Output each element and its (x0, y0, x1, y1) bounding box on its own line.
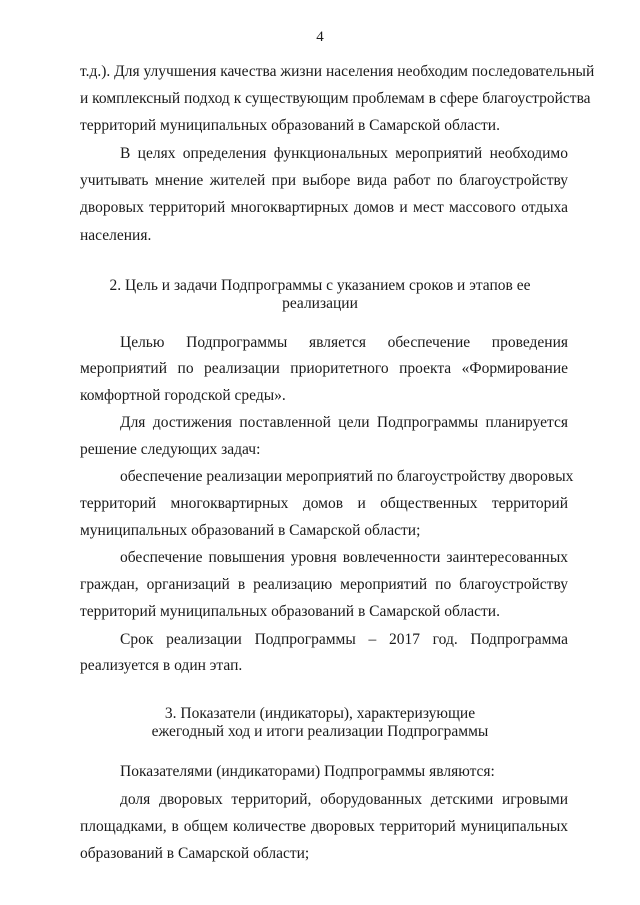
section-heading: ежегодный ход и итоги реализации Подпрограммы (151, 723, 489, 740)
body-text-line: территорий муниципальных образований в Самарской области. (80, 117, 500, 134)
body-text-line: Для достижения поставленной цели Подпрограммы планируется (120, 414, 568, 431)
body-text-line: доля дворовых территорий, оборудованных детскими игровыми (120, 791, 568, 808)
body-text-line: муниципальных образований в Самарской области; (80, 522, 421, 539)
body-text-line: образований в Самарской области; (80, 845, 310, 862)
body-text-line: территорий многоквартирных домов и общественных территорий (80, 495, 568, 512)
body-text-line: решение следующих задач: (80, 441, 261, 458)
section-heading: 2. Цель и задачи Подпрограммы с указанием сроков и этапов ее (109, 277, 531, 294)
section-heading: 3. Показатели (индикаторы), характеризующие (164, 705, 476, 722)
body-text-line: граждан, организаций в реализацию мероприятий по благоустройству (80, 576, 568, 593)
body-text-line: обеспечение реализации мероприятий по благоустройству дворовых (120, 468, 574, 485)
body-text-line: населения. (80, 227, 152, 244)
section-heading: реализации (282, 295, 358, 312)
body-text-line: площадками, в общем количестве дворовых территорий муниципальных (80, 818, 568, 835)
body-text-line: обеспечение повышения уровня вовлеченности заинтересованных (120, 549, 568, 566)
body-text-line: Целью Подпрограммы является обеспечение проведения (120, 334, 568, 351)
body-text-line: Срок реализации Подпрограммы – 2017 год. Подпрограмма (120, 631, 568, 648)
body-text-line: комфортной городской среды». (80, 387, 286, 404)
body-text-line: реализуется в один этап. (80, 657, 243, 674)
body-text-line: Показателями (индикаторами) Подпрограммы являются: (120, 763, 495, 780)
page-number: 4 (316, 29, 324, 45)
body-text-line: В целях определения функциональных мероприятий необходимо (120, 145, 568, 162)
body-text-line: т.д.). Для улучшения качества жизни населения необходим последовательный (80, 63, 595, 80)
body-text-line: территорий муниципальных образований в Самарской области. (80, 603, 500, 620)
body-text-line: дворовых территорий многоквартирных домов и мест массового отдыха (80, 199, 568, 216)
body-text-line: мероприятий по реализации приоритетного проекта «Формирование (80, 360, 568, 377)
body-text-line: учитывать мнение жителей при выборе вида работ по благоустройству (80, 172, 568, 189)
body-text-line: и комплексный подход к существующим проблемам в сфере благоустройства (80, 90, 591, 107)
